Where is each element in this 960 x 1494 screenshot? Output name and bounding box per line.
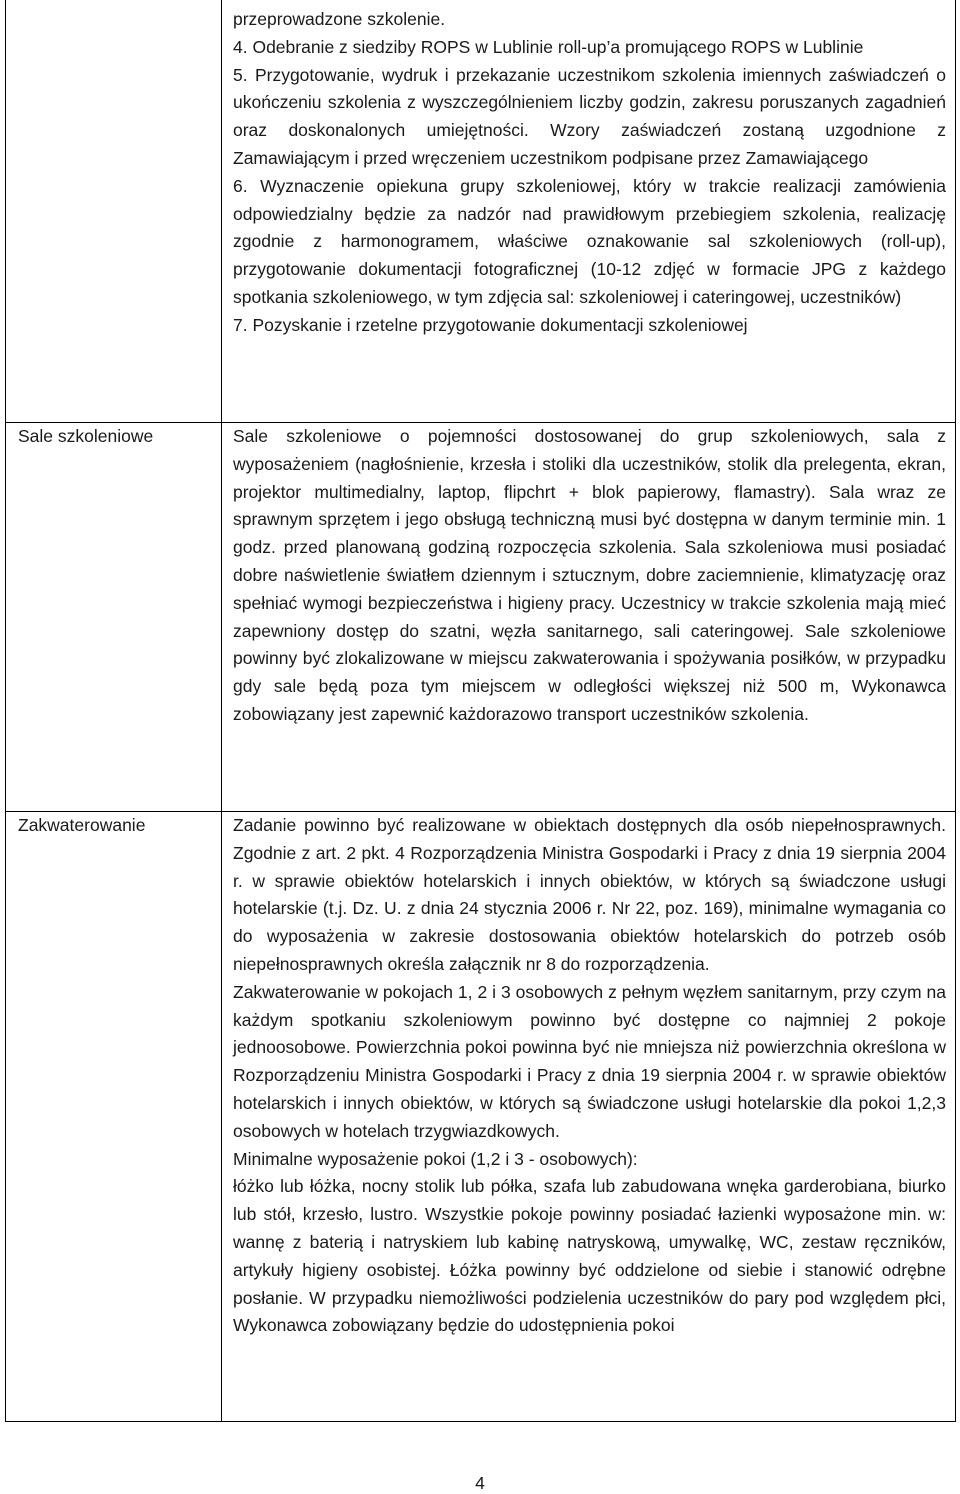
paragraph: łóżko lub łóżka, nocny stolik lub półka, szafa lub zabudowana wnęka garderobiana, biurko lub stół, krzesło, lustro. Wszystkie pokoje powinny posiadać łazienki wyposażone min. w: wannę z baterią i natryskiem lub kabinę natryskową, umywalkę, WC, zestaw ręczników, artykuły higieny osobistej. Łóżka powinny być oddzielone od siebie i stanowić odrębne posłanie. W przypadku niemożliwości podzielenia uczestników do pary pod względem płci, Wykonawca zobowiązany będzie do udostępnienia pokoi bbox=[233, 1176, 946, 1336]
description-cell bbox=[233, 423, 946, 729]
list-item: 4. Odebranie z siedziby ROPS w Lublinie roll-up’a promującego ROPS w Lublinie bbox=[233, 36, 864, 57]
paragraph: Zadanie powinno być realizowane w obiektach dostępnych dla osób niepełnosprawnych. Zgodnie z art. 2 pkt. 4 Rozporządzenia Ministra Gospodarki i Pracy z dnia 19 sierpnia 2004 r. w sprawie obiektów hotelarskich i innych obiektów, w których są świadczone usługi hotelarskie (t.j. Dz. U. z dnia 24 stycznia 2006 r. Nr 22, poz. 169), minimalne wymagania co do wyposażenia w zakresie dostosowania obiektów hotelarskich do potrzeb osób niepełnosprawnych określa załącznik nr 8 do rozporządzenia. bbox=[233, 815, 946, 974]
list-item: 6. Wyznaczenie opiekuna grupy szkoleniowej, który w trakcie realizacji zamówienia odpowiedzialny będzie za nadzór nad prawidłowym przebiegiem szkolenia, realizację zgodnie z harmonogramem, właściwe oznakowanie sal szkoleniowych (roll-up), przygotowanie dokumentacji fotograficznej (10-12 zdjęć w formacie JPG z każdego spotkania szkoleniowego, w tym zdjęcia sal: szkoleniowej i cateringowej, uczestników) bbox=[233, 175, 946, 307]
requirements-table bbox=[5, 0, 956, 1422]
row-label: Sale szkoleniowe bbox=[18, 426, 154, 446]
row-label: Zakwaterowanie bbox=[18, 815, 146, 835]
paragraph: przeprowadzone szkolenie. bbox=[233, 9, 446, 29]
table-row bbox=[6, 0, 955, 422]
paragraph: Zakwaterowanie w pokojach 1, 2 i 3 osobowych z pełnym węzłem sanitarnym, przy czym na każdym spotkaniu szkoleniowym powinno być dostępne co najmniej 2 pokoje jednoosobowe. Powierzchnia pokoi powinna być nie mniejsza niż powierzchnia określona w Rozporządzeniu Ministra Gospodarki i Pracy z dnia 19 sierpnia 2004 r. w sprawie obiektów hotelarskich i innych obiektów, w których są świadczone usługi hotelarskie dla pokoi 1,2,3 osobowych w hotelach trzygwiazdkowych. bbox=[233, 981, 946, 1141]
description-cell bbox=[233, 812, 946, 1340]
paragraph: Sale szkoleniowe o pojemności dostosowanej do grup szkoleniowych, sala z wyposażeniem (nagłośnienie, krzesła i stoliki dla uczestników, stolik dla prelegenta, ekran, projektor multimedialny, laptop, flipchrt + blok papierowy, flamastry). Sala wraz ze sprawnym sprzętem i jego obsługą techniczną musi być dostępna w danym terminie min. 1 godz. przed planowaną godziną rozpoczęcia szkolenia. Sala szkoleniowa musi posiadać dobre naświetlenie światłem dziennym i sztucznym, dobre zaciemnienie, klimatyzację oraz spełniać wymogi bezpieczeństwa i higieny pracy. Uczestnicy w trakcie szkolenia mają mieć zapewniony dostęp do szatni, węzła sanitarnego, sali cateringowej. Sale szkoleniowe powinny być zlokalizowane w miejscu zakwaterowania i spożywania posiłków, w przypadku gdy sale będą poza tym miejscem w odległości większej niż 500 m, Wykonawca zobowiązany jest zapewnić każdorazowo transport uczestników szkolenia. bbox=[233, 426, 946, 724]
list-item: 5. Przygotowanie, wydruk i przekazanie uczestnikom szkolenia imiennych zaświadczeń o ukończeniu szkolenia z wyszczególnieniem liczby godzin, zakresu poruszanych zagadnień oraz doskonalonych umiejętności. Wzory zaświadczeń zostaną uzgodnione z Zamawiającym i przed wręczeniem uczestnikom podpisane przez Zamawiającego bbox=[233, 64, 946, 168]
table-row bbox=[6, 422, 955, 811]
page-number: 4 bbox=[475, 1473, 485, 1493]
list-item: 7. Pozyskanie i rzetelne przygotowanie dokumentacji szkoleniowej bbox=[233, 314, 748, 335]
description-cell bbox=[233, 6, 946, 340]
table-row bbox=[6, 811, 955, 1422]
paragraph: Minimalne wyposażenie pokoi (1,2 i 3 - osobowych): bbox=[233, 1148, 638, 1169]
